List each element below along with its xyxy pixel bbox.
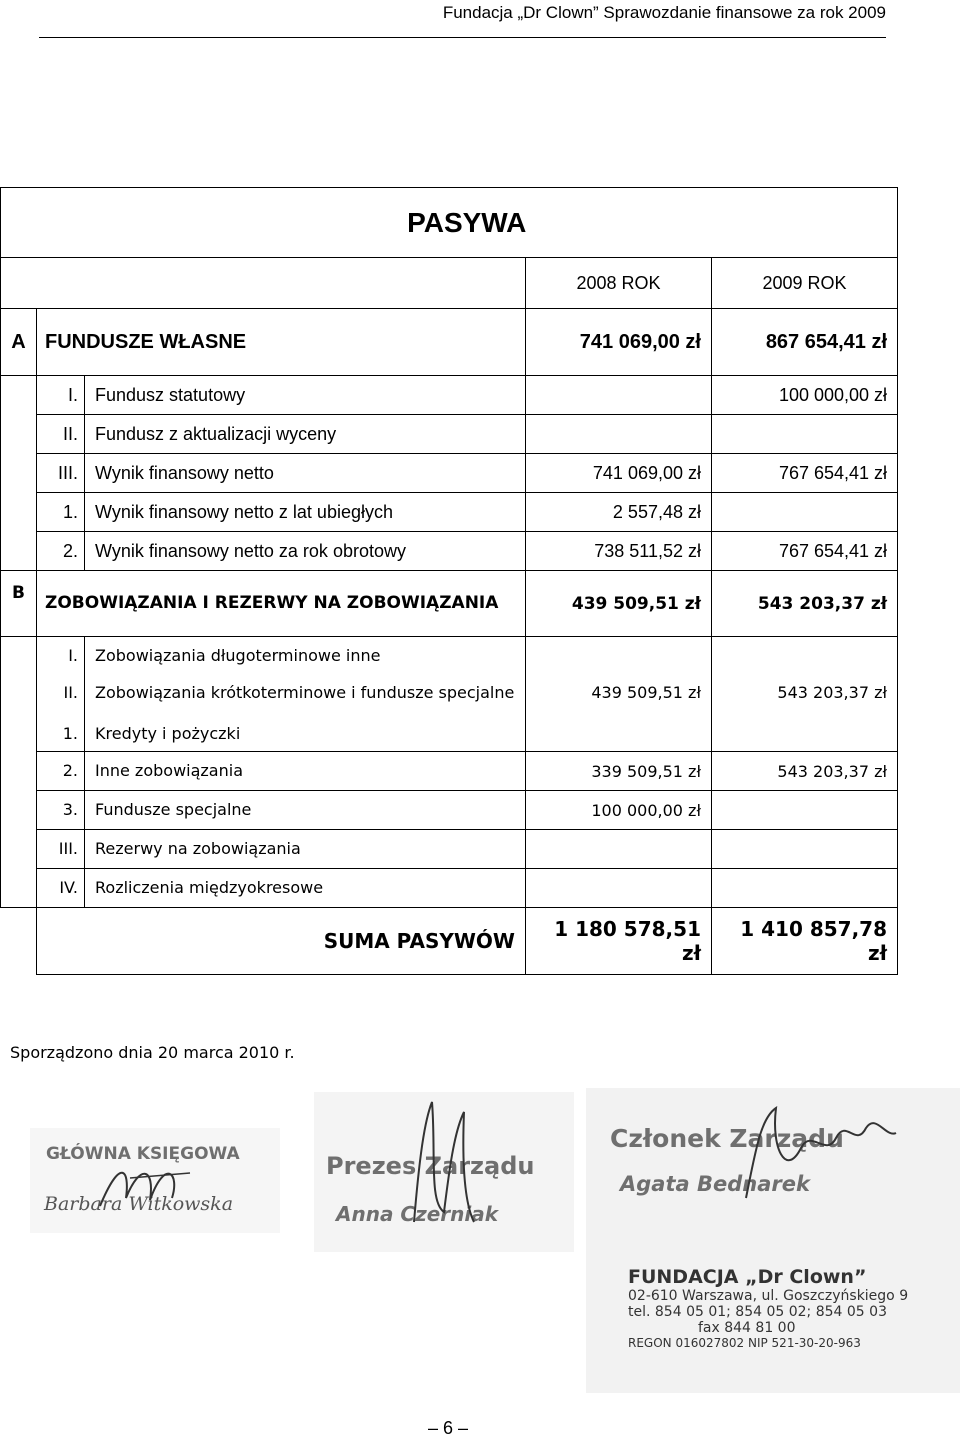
table-row-nr: III.	[37, 830, 85, 869]
table-row-nr: IV.	[37, 869, 85, 908]
table-row-2008	[526, 415, 712, 454]
section-a-letter: A	[1, 309, 37, 376]
table-row-2009	[712, 830, 898, 869]
signature-ksiegowa	[30, 1128, 280, 1233]
table-row-2009	[712, 791, 898, 830]
table-row-2008: 339 509,51 zł	[526, 752, 712, 791]
table-row-nr: II.	[37, 415, 85, 454]
prezes-title: Prezes Zarządu	[326, 1152, 535, 1180]
table-row-2008	[526, 717, 712, 752]
section-a-2008: 741 069,00 zł	[526, 309, 712, 376]
table-row-2008: 100 000,00 zł	[526, 791, 712, 830]
signature-prezes	[314, 1092, 574, 1252]
suma-pasywow-2008: 1 180 578,51 zł	[526, 908, 712, 975]
stamp-line: fax 844 81 00	[698, 1320, 796, 1336]
table-row-2008	[526, 869, 712, 908]
table-row-label: Fundusze specjalne	[85, 791, 526, 830]
table-row-2008: 2 557,48 zł	[526, 493, 712, 532]
table-row-nr: 2.	[37, 532, 85, 571]
table-title: PASYWA	[37, 188, 898, 258]
ksiegowa-signature-scribble	[30, 1128, 280, 1233]
stamp-line: FUNDACJA „Dr Clown”	[628, 1266, 867, 1288]
table-row-2008	[526, 830, 712, 869]
header-divider	[39, 37, 886, 38]
section-b-letter: B	[1, 571, 37, 637]
stamp-line: tel. 854 05 01; 854 05 02; 854 05 03	[628, 1304, 887, 1320]
signature-czlonek	[586, 1088, 960, 1393]
czlonek-name: Agata Bednarek	[620, 1172, 810, 1196]
suma-pasywow-label: SUMA PASYWÓW	[37, 908, 526, 975]
table-row-2008	[526, 637, 712, 669]
section-a-2009: 867 654,41 zł	[712, 309, 898, 376]
table-row-2009	[712, 637, 898, 669]
table-row-label: Wynik finansowy netto za rok obrotowy	[85, 532, 526, 571]
table-row-nr: 2.	[37, 752, 85, 791]
suma-pasywow-2009: 1 410 857,78 zł	[712, 908, 898, 975]
pasywa-table	[0, 187, 898, 975]
column-header-2008: 2008 ROK	[526, 258, 712, 309]
page-number: – 6 –	[428, 1418, 469, 1438]
ksiegowa-name: Barbara Witkowska	[44, 1193, 234, 1215]
table-row-2008: 738 511,52 zł	[526, 532, 712, 571]
table-row-nr: II.	[37, 669, 85, 717]
date-note: Sporządzono dnia 20 marca 2010 r.	[10, 1043, 295, 1062]
czlonek-signature-scribble	[586, 1088, 960, 1268]
table-row-2008: 741 069,00 zł	[526, 454, 712, 493]
table-row-2009	[712, 415, 898, 454]
stamp-line: REGON 016027802 NIP 521-30-20-963	[628, 1336, 861, 1350]
section-b-2009: 543 203,37 zł	[712, 571, 898, 637]
prezes-name: Anna Czerniak	[336, 1202, 499, 1226]
table-row-label: Fundusz statutowy	[85, 376, 526, 415]
table-row-label: Kredyty i pożyczki	[85, 717, 526, 752]
document-header: Fundacja „Dr Clown” Sprawozdanie finansowe za rok 2009	[442, 3, 886, 22]
table-row-nr: 1.	[37, 717, 85, 752]
table-row-nr: 3.	[37, 791, 85, 830]
table-row-2008	[526, 376, 712, 415]
section-b-label: ZOBOWIĄZANIA I REZERWY NA ZOBOWIĄZANIA	[37, 571, 526, 637]
table-row-2009	[712, 717, 898, 752]
prezes-signature-scribble	[314, 1092, 574, 1252]
section-b-2008: 439 509,51 zł	[526, 571, 712, 637]
table-row-2008: 439 509,51 zł	[526, 669, 712, 717]
table-row-label: Rozliczenia międzyokresowe	[85, 869, 526, 908]
table-row-label: Wynik finansowy netto	[85, 454, 526, 493]
table-row-label: Fundusz z aktualizacji wyceny	[85, 415, 526, 454]
table-row-2009: 543 203,37 zł	[712, 752, 898, 791]
table-row-2009: 100 000,00 zł	[712, 376, 898, 415]
ksiegowa-title: GŁÓWNA KSIĘGOWA	[46, 1144, 240, 1164]
table-row-2009: 767 654,41 zł	[712, 532, 898, 571]
table-row-label: Zobowiązania krótkoterminowe i fundusze specjalne	[85, 669, 526, 717]
table-row-nr: I.	[37, 637, 85, 669]
table-row-2009: 543 203,37 zł	[712, 669, 898, 717]
table-row-label: Inne zobowiązania	[85, 752, 526, 791]
table-row-nr: 1.	[37, 493, 85, 532]
table-row-label: Wynik finansowy netto z lat ubiegłych	[85, 493, 526, 532]
stamp-line: 02-610 Warszawa, ul. Goszczyńskiego 9	[628, 1288, 909, 1304]
table-row-2009: 767 654,41 zł	[712, 454, 898, 493]
fundacja-stamp	[628, 1266, 908, 1350]
column-header-2009: 2009 ROK	[712, 258, 898, 309]
table-row-2009	[712, 493, 898, 532]
table-row-nr: III.	[37, 454, 85, 493]
table-row-nr: I.	[37, 376, 85, 415]
table-row-2009	[712, 869, 898, 908]
table-row-label: Zobowiązania długoterminowe inne	[85, 637, 526, 669]
czlonek-title: Członek Zarządu	[610, 1124, 844, 1153]
table-row-label: Rezerwy na zobowiązania	[85, 830, 526, 869]
section-a-label: FUNDUSZE WŁASNE	[37, 309, 526, 376]
